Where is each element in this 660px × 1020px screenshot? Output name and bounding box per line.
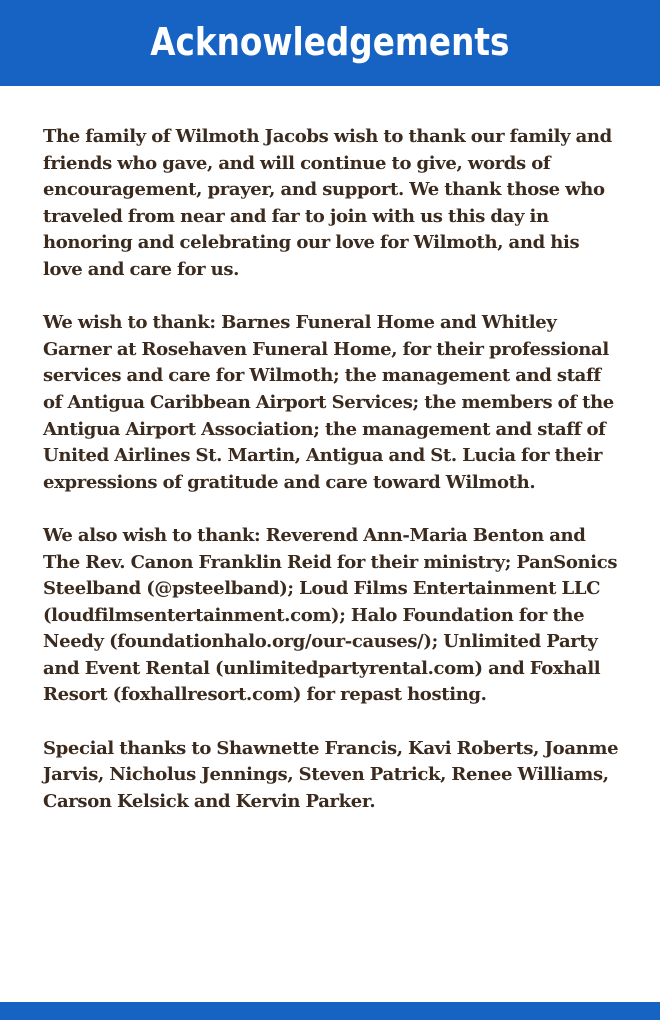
header-bar <box>0 0 660 86</box>
paragraph-organizations-thanks: We wish to thank: Barnes Funeral Home and Whitley Garner at Rosehaven Funeral Home, for their professional services and care for Wilmoth; the management and staff of Antigua Caribbean Airport Services; the members of the Antigua Airport Association; the management and staff of United Airlines St. Martin, Antigua and St. Lucia for their expressions of gratitude and care toward Wilmoth. <box>43 312 614 493</box>
page-title: Acknowledgements <box>150 20 510 64</box>
paragraph-special-thanks: Special thanks to Shawnette Francis, Kavi Roberts, Joanme Jarvis, Nicholus Jennings, Steven Patrick, Renee Williams, Carson Kelsick and Kervin Parker. <box>43 737 619 812</box>
footer-bar <box>0 1002 660 1020</box>
paragraph-also-thanks: We also wish to thank: Reverend Ann-Maria Benton and The Rev. Canon Franklin Reid for their ministry; PanSonics Steelband (@psteelband); Loud Films Entertainment LLC (loudfilmsentertainment.com); Halo Foundation for the Needy (foundationhalo.org/our-causes/); Unlimited Party and Event Rental (unlimitedpartyrental.com) and Foxhall Resort (foxhallresort.com) for repast hosting. <box>43 524 618 706</box>
acknowledgements-body <box>43 124 623 842</box>
paragraph-family-thanks: The family of Wilmoth Jacobs wish to thank our family and friends who gave, and will continue to give, words of encouragement, prayer, and support. We thank those who traveled from near and far to join with us this day in honoring and celebrating our love for Wilmoth, and his love and care for us. <box>43 126 612 280</box>
